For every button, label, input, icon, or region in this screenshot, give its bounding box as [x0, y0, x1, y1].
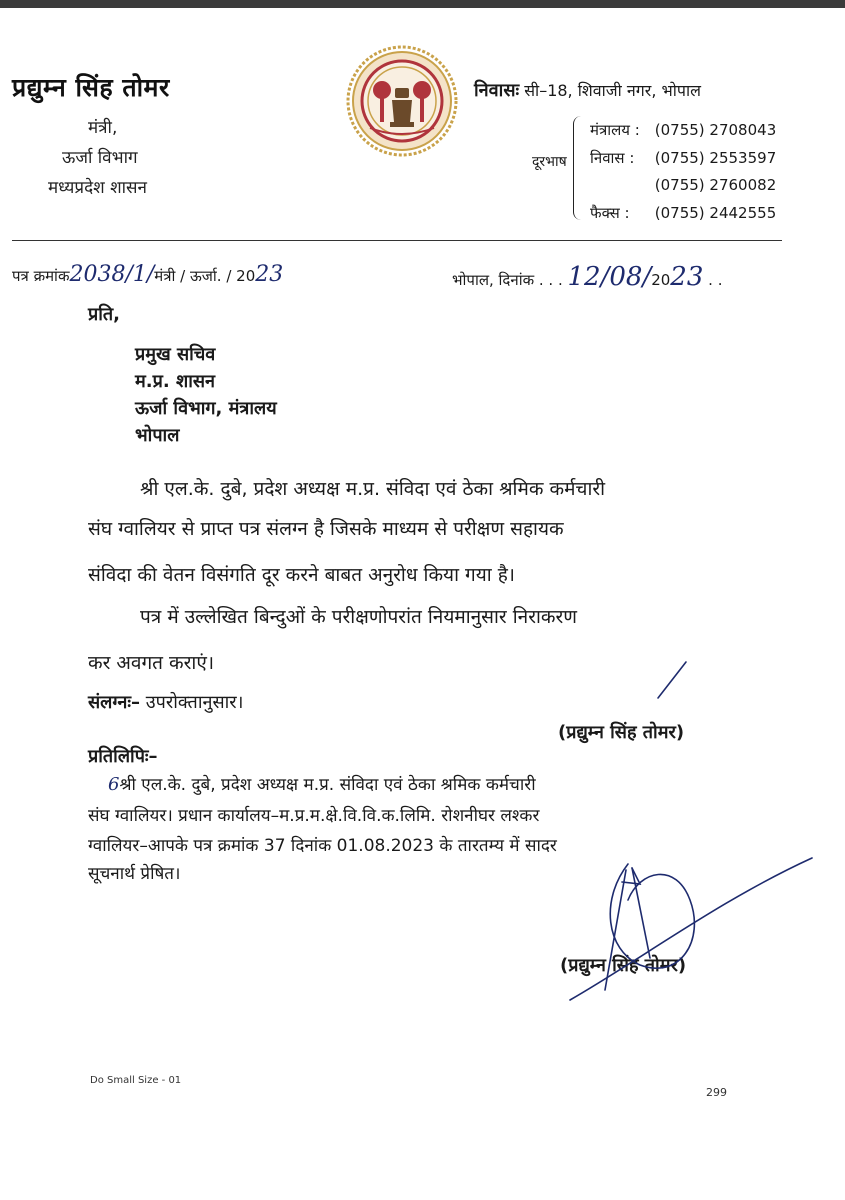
phone-row-label: निवास :: [590, 149, 635, 167]
place-date-label: भोपाल, दिनांक: [452, 271, 535, 289]
phone-row-number: (0755) 2760082: [654, 176, 777, 194]
copy-number-handwritten: 6: [108, 774, 120, 795]
date-handwritten: 12/08/: [567, 262, 652, 292]
phone-row-number: (0755) 2553597: [654, 149, 777, 167]
addressee-line: प्रमुख सचिव: [135, 344, 216, 365]
body-line: श्री एल.के. दुबे, प्रदेश अध्यक्ष म.प्र. संविदा एवं ठेका श्रमिक कर्मचारी: [140, 478, 606, 500]
phone-row-number: (0755) 2442555: [654, 204, 777, 222]
top-edge-bar: [0, 0, 845, 8]
signatory-name: (प्रद्युम्न सिंह तोमर): [558, 722, 685, 743]
copy-line: [108, 772, 536, 795]
header-divider: [12, 240, 782, 241]
phone-row: [590, 148, 776, 168]
department: ऊर्जा विभाग: [62, 148, 138, 168]
copy-line: ग्वालियर–आपके पत्र क्रमांक 37 दिनांक 01.08.2023 के तारतम्य में सादर: [88, 836, 557, 856]
state-emblem-icon: [340, 42, 464, 160]
copy-line-text: श्री एल.के. दुबे, प्रदेश अध्यक्ष म.प्र. संविदा एवं ठेका श्रमिक कर्मचारी: [119, 775, 536, 795]
addressee-line: म.प्र. शासन: [135, 371, 216, 392]
phone-brace: [573, 116, 584, 220]
body-line: संविदा की वेतन विसंगति दूर करने बाबत अनुरोध किया गया है।: [88, 564, 516, 586]
enclosure: [88, 690, 243, 714]
date-year-handwritten: 23: [670, 262, 704, 292]
reference-number-handwritten: 2038/1/: [69, 262, 155, 287]
phone-row-label: फैक्स :: [590, 204, 630, 222]
date-year-printed: 20: [651, 271, 671, 289]
designation: मंत्री,: [88, 118, 118, 138]
government: मध्यप्रदेश शासन: [48, 178, 147, 198]
copy-line: संघ ग्वालियर। प्रधान कार्यालय–म.प्र.म.क्षे.वि.वि.क.लिमि. रोशनीघर लश्कर: [88, 806, 540, 826]
addressee-line: भोपाल: [135, 425, 180, 446]
phone-row: [590, 176, 776, 194]
addressee-line: ऊर्जा विभाग, मंत्रालय: [135, 398, 277, 419]
footer-form-code: Do Small Size - 01: [90, 1075, 182, 1086]
copy-line: सूचनार्थ प्रेषित।: [88, 864, 181, 884]
enclosure-label: संलग्नः–: [88, 692, 141, 713]
salutation: प्रति,: [88, 304, 121, 325]
residence-address: सी–18, शिवाजी नगर, भोपाल: [524, 81, 701, 100]
body-line: संघ ग्वालियर से प्राप्त पत्र संलग्न है जिसके माध्यम से परीक्षण सहायक: [88, 518, 564, 540]
phone-row-number: (0755) 2708043: [654, 121, 777, 139]
reference-prefix: पत्र क्रमांक: [12, 267, 70, 285]
page-number: 299: [706, 1086, 727, 1099]
residence-line: [474, 78, 701, 102]
phone-row: [590, 203, 776, 223]
body-line: पत्र में उल्लेखित बिन्दुओं के परीक्षणोपरांत नियमानुसार निराकरण: [140, 606, 578, 628]
phone-label: दूरभाष: [532, 154, 567, 170]
phone-row: [590, 120, 776, 140]
minister-name: प्रद्युम्न सिंह तोमर: [12, 73, 170, 102]
copy-signatory-name: (प्रद्युम्न सिंह तोमर): [560, 955, 687, 976]
enclosure-value: उपरोक्तानुसार।: [145, 692, 244, 713]
reference-suffix: मंत्री / ऊर्जा. / 20: [154, 267, 256, 285]
place-date: भोपाल, दिनांक . . . 12/08/2023 . .: [452, 262, 723, 292]
copy-label: प्रतिलिपिः–: [88, 746, 158, 767]
reference-number: [12, 262, 283, 287]
phone-row-label: मंत्रालय :: [590, 121, 640, 139]
body-line: कर अवगत कराएं।: [88, 652, 215, 674]
residence-label: निवासः: [474, 80, 520, 101]
reference-year-handwritten: 23: [255, 262, 284, 287]
